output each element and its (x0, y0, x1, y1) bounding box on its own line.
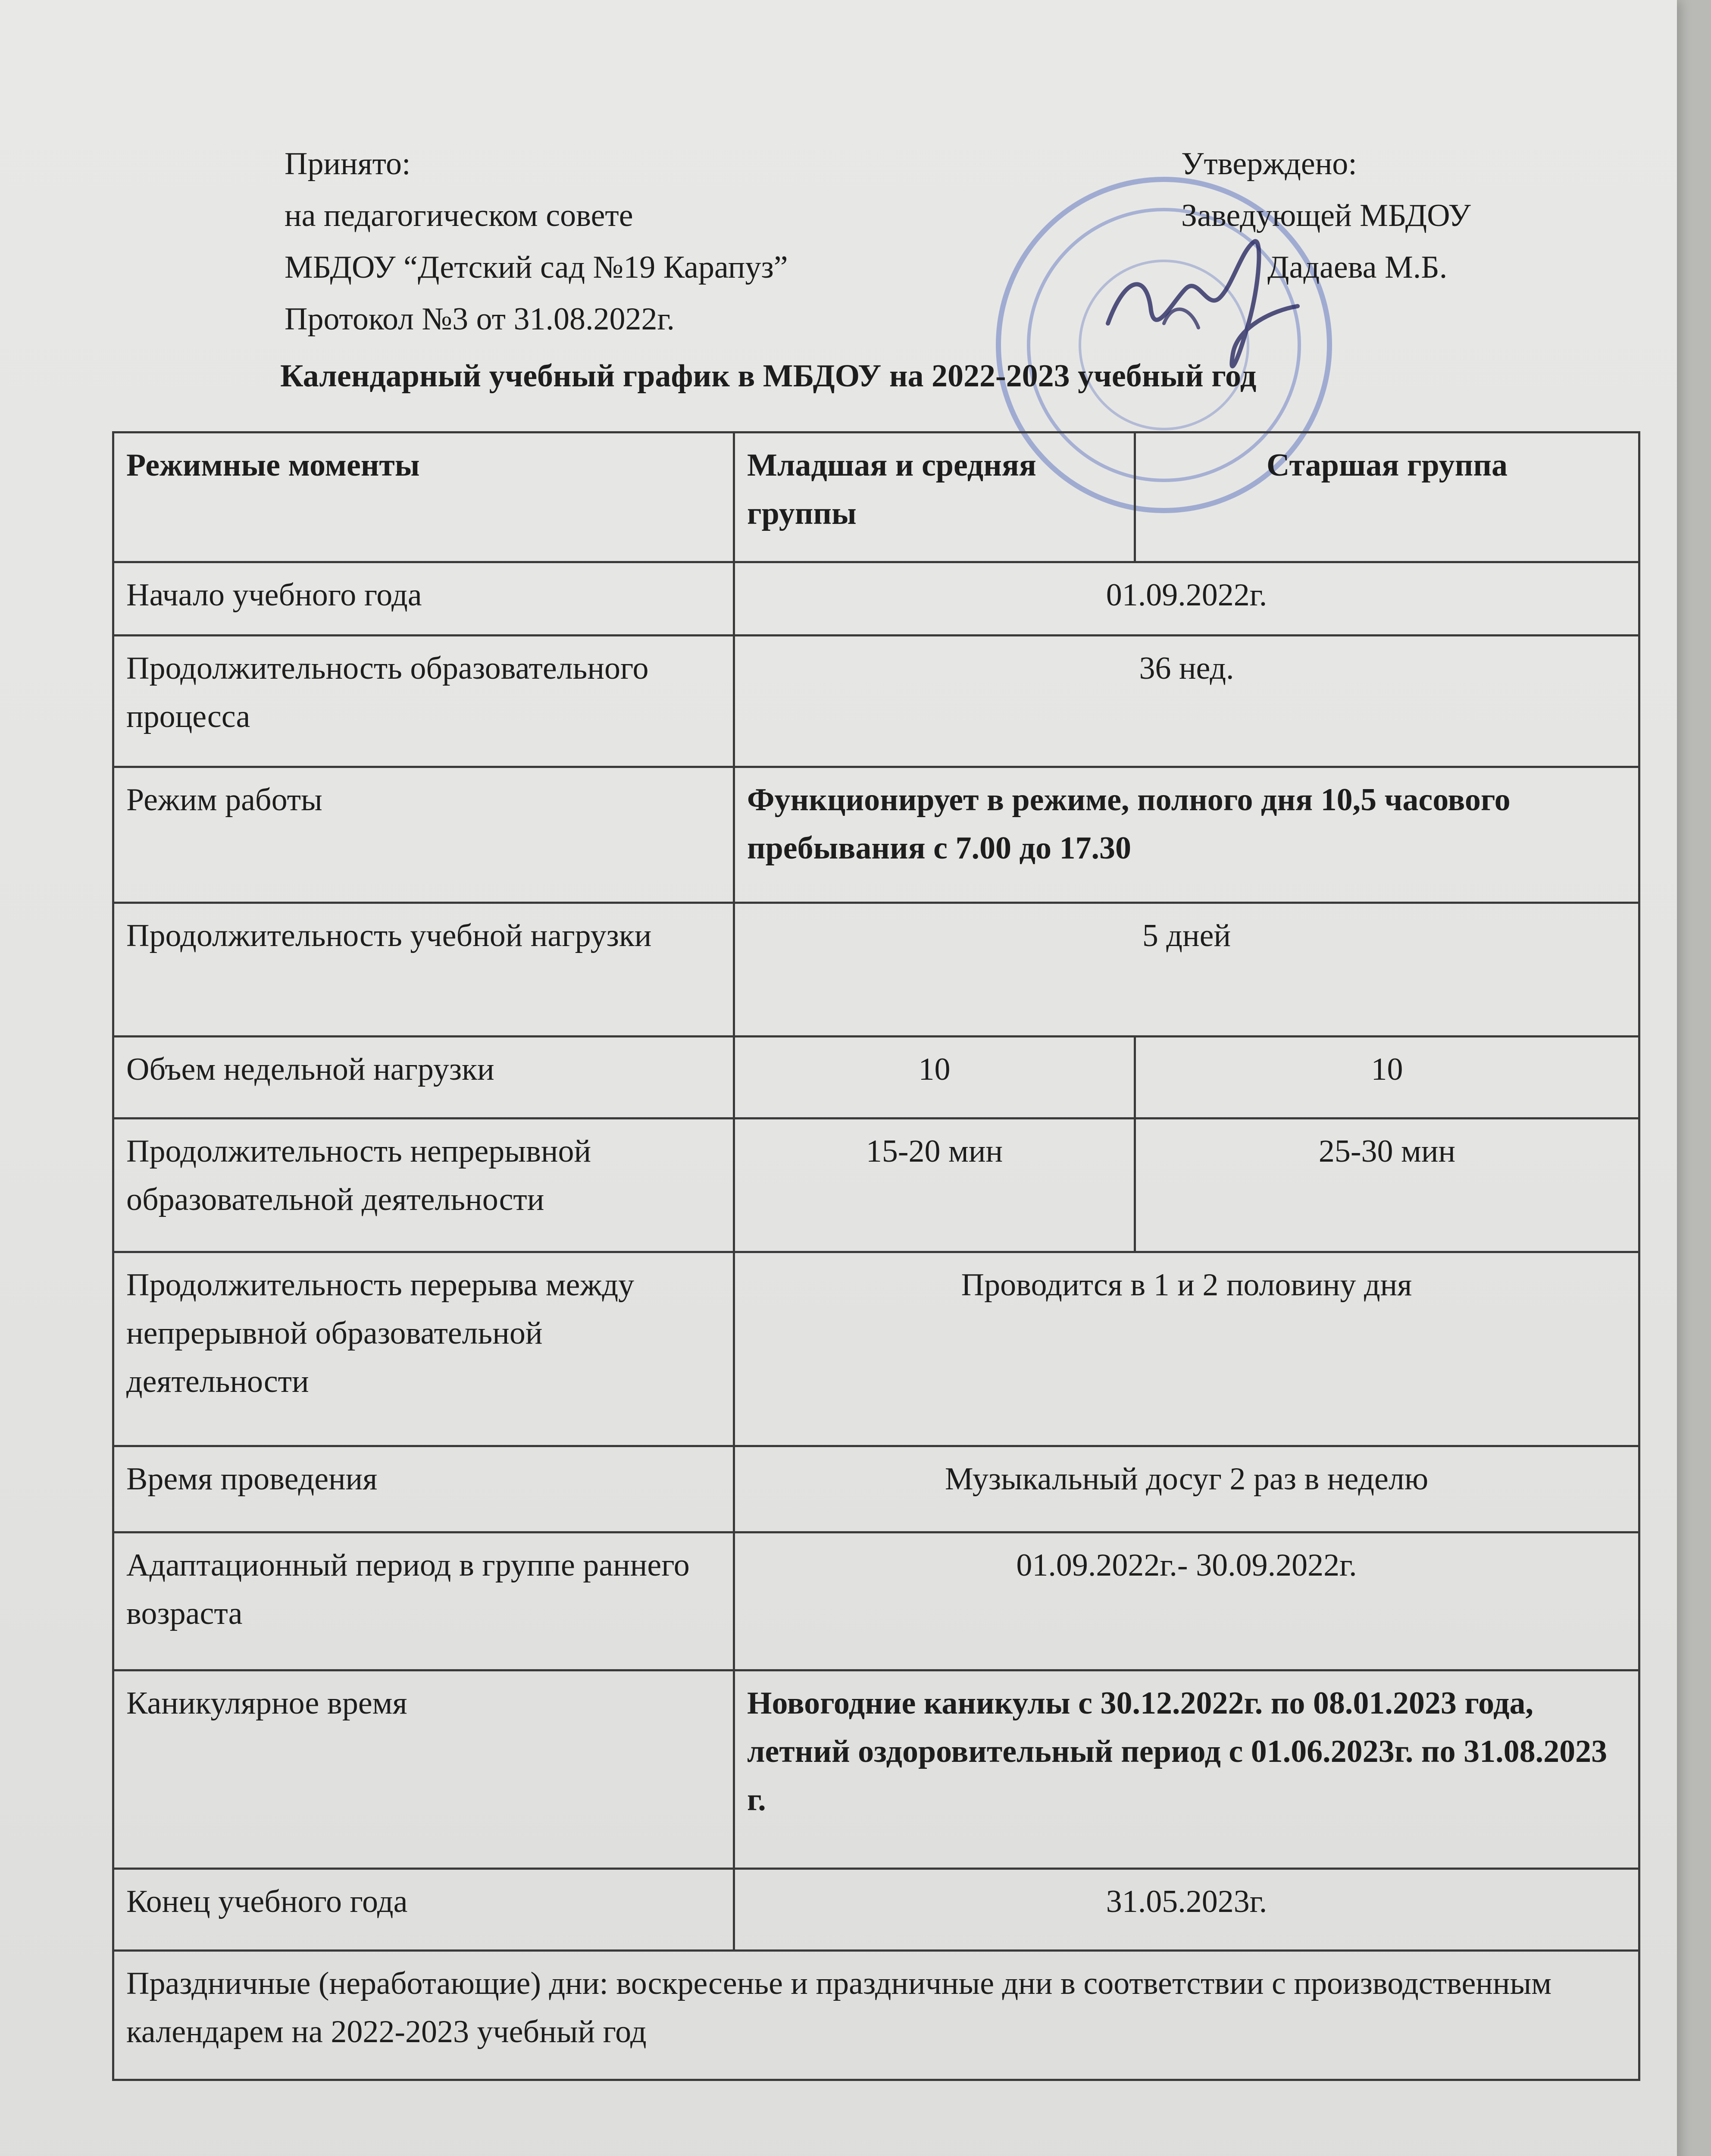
table-row (113, 1037, 1639, 1119)
row-value: 01.09.2022г.- 30.09.2022г. (734, 1532, 1639, 1670)
row-value-senior: 25-30 мин (1135, 1119, 1639, 1252)
accepted-line: Принято: (285, 146, 411, 182)
row-label: Продолжительность образовательного процесса (113, 636, 734, 767)
table-row (113, 1670, 1639, 1869)
accepted-line: МБДОУ “Детский сад №19 Карапуз” (285, 250, 788, 285)
row-value: Функционирует в режиме, полного дня 10,5 часового пребывания с 7.00 до 17.30 (734, 767, 1639, 903)
table-row (113, 903, 1639, 1037)
table-row (113, 767, 1639, 903)
row-label: Продолжительность учебной нагрузки (113, 903, 734, 1037)
table-header-row (113, 432, 1639, 562)
approved-line: Утверждено: (1181, 146, 1357, 182)
column-header: Младшая и средняя группы (734, 432, 1135, 562)
table-row (113, 1869, 1639, 1951)
row-label: Конец учебного года (113, 1869, 734, 1951)
table-row (113, 1252, 1639, 1446)
row-label: Продолжительность непрерывной образовательной деятельности (113, 1119, 734, 1252)
row-value: Новогодние каникулы с 30.12.2022г. по 08.01.2023 года, летний оздоровительный период с 01.06.2023г. по 31.08.2023 г. (734, 1670, 1639, 1869)
row-value: 01.09.2022г. (734, 562, 1639, 636)
row-label: Начало учебного года (113, 562, 734, 636)
document-title: Календарный учебный график в МБДОУ на 2022-2023 учебный год (280, 358, 1257, 394)
holidays-note: Праздничные (неработающие) дни: воскресенье и праздничные дни в соответствии с производственным календарем на 2022-2023 учебный год (113, 1951, 1639, 2080)
table-row (113, 1446, 1639, 1532)
row-label: Каникулярное время (113, 1670, 734, 1869)
row-label: Время проведения (113, 1446, 734, 1532)
table-row (113, 1532, 1639, 1670)
approved-line: Дадаева М.Б. (1267, 250, 1448, 285)
accepted-line: на педагогическом совете (285, 198, 633, 233)
row-value-junior: 10 (734, 1037, 1135, 1119)
row-label: Адаптационный период в группе раннего возраста (113, 1532, 734, 1670)
row-label: Режим работы (113, 767, 734, 903)
column-header: Режимные моменты (113, 432, 734, 562)
approved-line: Заведующей МБДОУ (1181, 198, 1471, 233)
table-row (113, 562, 1639, 636)
row-value: Музыкальный досуг 2 раз в неделю (734, 1446, 1639, 1532)
row-value: 31.05.2023г. (734, 1869, 1639, 1951)
row-value: 5 дней (734, 903, 1639, 1037)
accepted-line: Протокол №3 от 31.08.2022г. (285, 301, 675, 337)
schedule-table (112, 431, 1640, 2081)
table-row (113, 636, 1639, 767)
accepted-block (285, 138, 788, 345)
column-header: Старшая группа (1135, 432, 1639, 562)
table-footer-row (113, 1951, 1639, 2080)
row-value-senior: 10 (1135, 1037, 1639, 1119)
row-value-junior: 15-20 мин (734, 1119, 1135, 1252)
row-label: Объем недельной нагрузки (113, 1037, 734, 1119)
approved-block (1181, 138, 1471, 293)
row-value: 36 нед. (734, 636, 1639, 767)
row-label: Продолжительность перерыва между непрерывной образовательной деятельности (113, 1252, 734, 1446)
row-value: Проводится в 1 и 2 половину дня (734, 1252, 1639, 1446)
table-row (113, 1119, 1639, 1252)
